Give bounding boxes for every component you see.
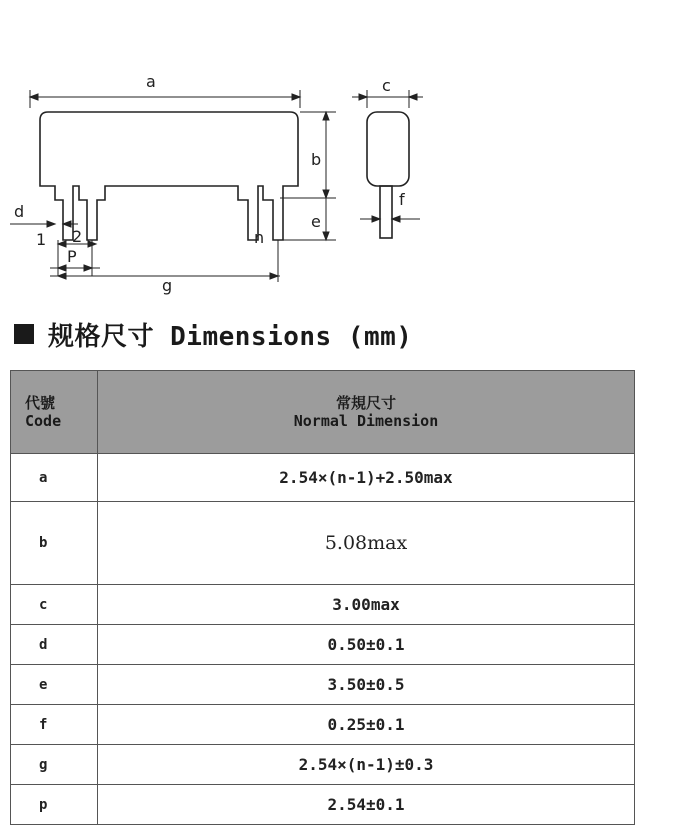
row-code: a: [11, 454, 98, 502]
row-value: 3.00max: [98, 585, 635, 625]
header-dimension-en: Normal Dimension: [293, 412, 439, 430]
row-code: p: [11, 785, 98, 825]
label-f: f: [399, 190, 405, 209]
header-code: [11, 371, 98, 454]
row-code: f: [11, 705, 98, 745]
label-pin2: 2: [72, 227, 83, 246]
label-e: e: [311, 212, 321, 231]
side-view-lead: [380, 186, 392, 238]
row-value: 0.25±0.1: [98, 705, 635, 745]
dimensions-table: [10, 370, 635, 825]
row-code: g: [11, 745, 98, 785]
label-p: P: [67, 247, 77, 266]
label-pinn: n: [254, 228, 265, 247]
row-value: 2.54±0.1: [98, 785, 635, 825]
heading-square-bullet: [14, 324, 34, 344]
header-code-en: Code: [25, 412, 62, 430]
header-dimension: [98, 371, 635, 454]
dimension-drawing: [0, 0, 700, 300]
table-row: [11, 705, 635, 745]
table-header-row: [11, 371, 635, 454]
row-value: 2.54×(n-1)±0.3: [98, 745, 635, 785]
row-code: c: [11, 585, 98, 625]
label-c: c: [382, 76, 391, 95]
side-view-body: [367, 112, 409, 186]
label-pin1: 1: [36, 230, 47, 249]
table-row: [11, 585, 635, 625]
header-code-zh: 代號: [25, 394, 56, 412]
table-row: [11, 665, 635, 705]
label-b: b: [311, 150, 322, 169]
table-row: [11, 745, 635, 785]
row-value: 5.08max: [98, 502, 635, 585]
table-row: [11, 502, 635, 585]
header-dimension-zh: 常規尺寸: [335, 394, 396, 412]
row-code: b: [11, 502, 98, 585]
table-row: [11, 625, 635, 665]
row-value: 3.50±0.5: [98, 665, 635, 705]
row-code: e: [11, 665, 98, 705]
section-heading: [14, 314, 412, 354]
component-body-outline: [40, 112, 298, 240]
label-a: a: [146, 72, 156, 91]
label-g: g: [162, 276, 173, 295]
row-value: 2.54×(n-1)+2.50max: [98, 454, 635, 502]
table-row: [11, 785, 635, 825]
row-value: 0.50±0.1: [98, 625, 635, 665]
row-code: d: [11, 625, 98, 665]
section-title: 规格尺寸 Dimensions (mm): [48, 321, 413, 352]
label-d: d: [14, 202, 25, 221]
table-row: [11, 454, 635, 502]
